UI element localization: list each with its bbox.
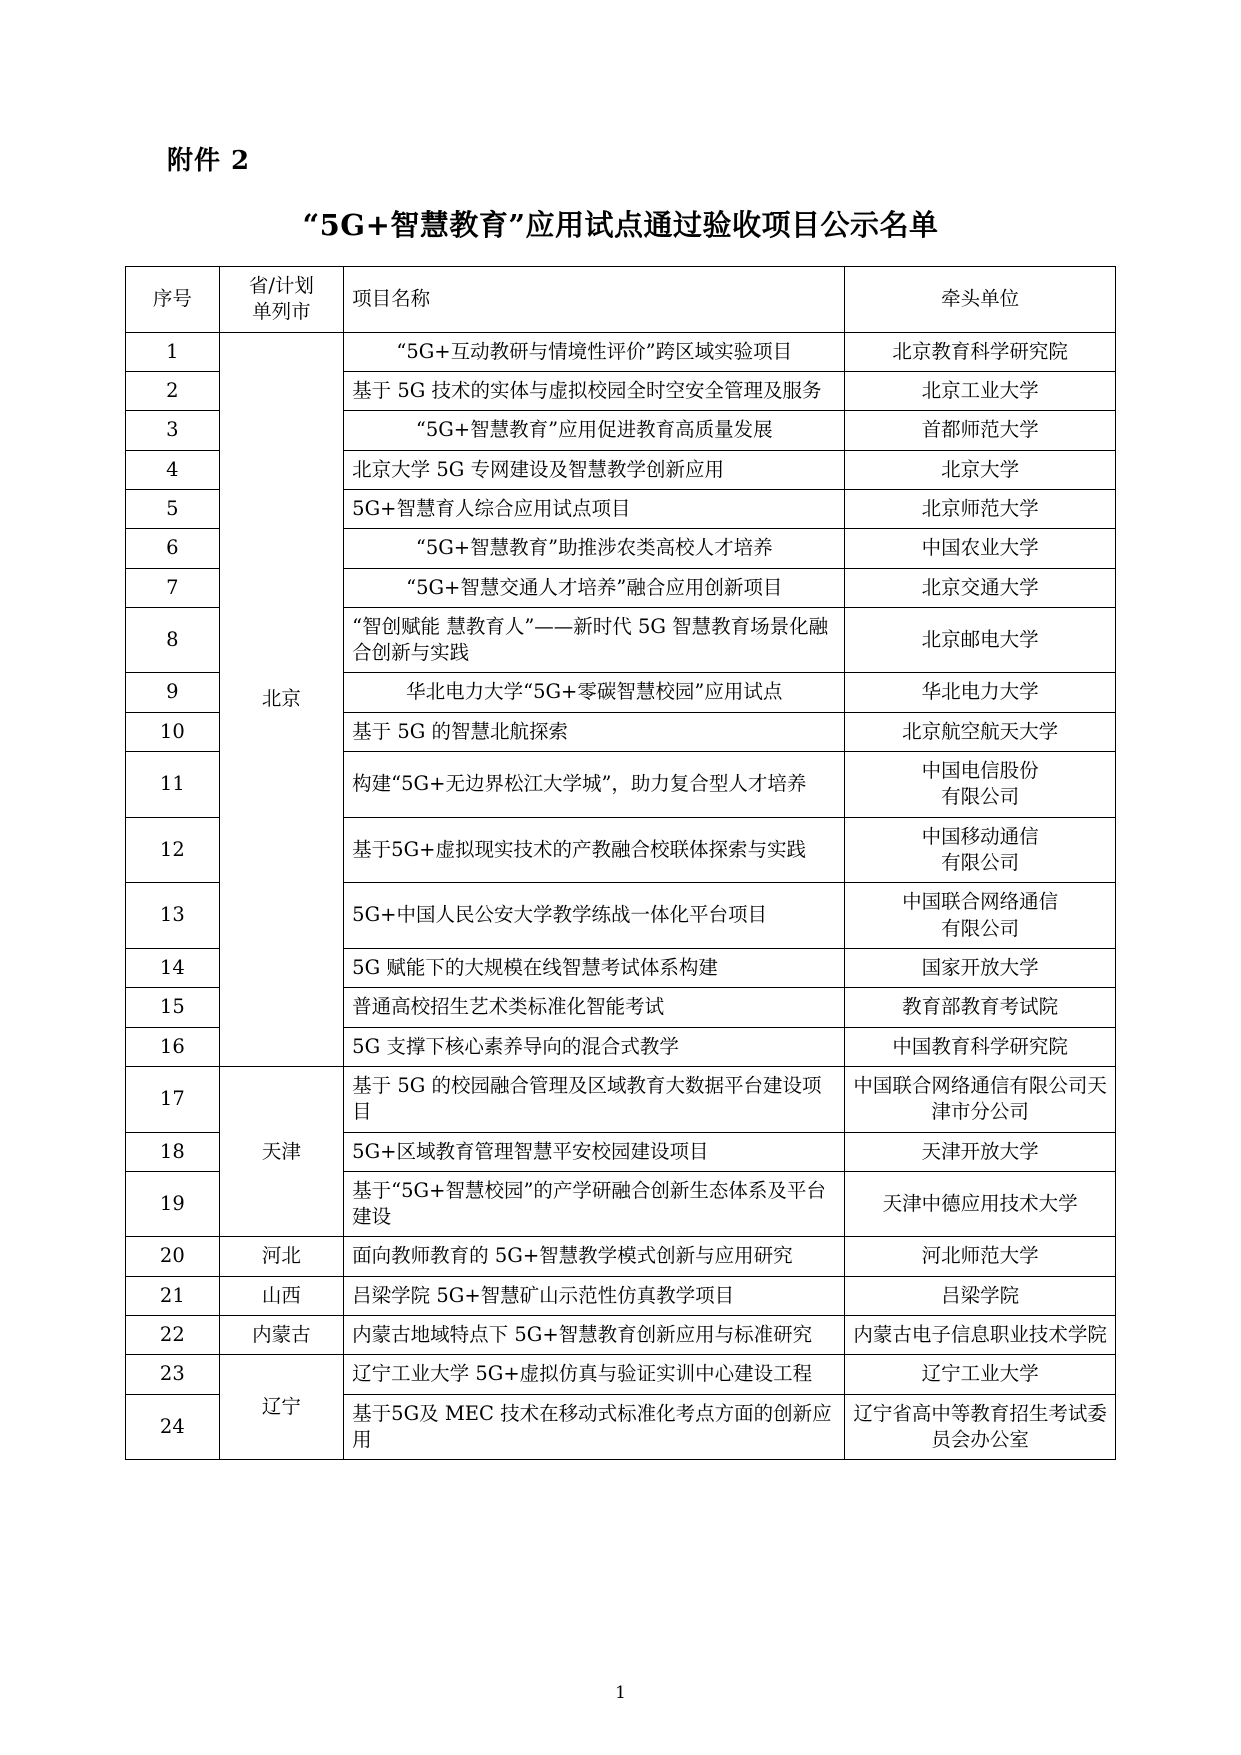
page-title: “5G+智慧教育”应用试点通过验收项目公示名单 [302,208,939,242]
column-header-project: 项目名称 [344,267,845,333]
cell-province: 北京 [219,332,344,1066]
cell-seq: 17 [126,1066,220,1132]
table-header [126,267,1116,333]
cell-project-name: 吕梁学院 5G+智慧矿山示范性仿真教学项目 [344,1276,845,1315]
table-row [126,332,1116,371]
cell-lead-unit: 辽宁省高中等教育招生考试委员会办公室 [845,1394,1116,1460]
cell-project-name: 基于 5G 技术的实体与虚拟校园全时空安全管理及服务 [344,371,845,410]
cell-seq: 7 [126,568,220,607]
column-header-unit: 牵头单位 [845,267,1116,333]
cell-lead-unit: 教育部教育考试院 [845,988,1116,1027]
cell-project-name: 基于5G+虚拟现实技术的产教融合校联体探索与实践 [344,817,845,883]
cell-province: 内蒙古 [219,1316,344,1355]
cell-seq: 19 [126,1171,220,1237]
table-row [126,1066,1116,1132]
cell-lead-unit: 吕梁学院 [845,1276,1116,1315]
column-header-province [219,267,344,333]
cell-seq: 1 [126,332,220,371]
cell-province: 辽宁 [219,1355,344,1460]
cell-lead-unit: 北京大学 [845,450,1116,489]
cell-project-name: “智创赋能 慧教育人”——新时代 5G 智慧教育场景化融合创新与实践 [344,607,845,673]
cell-project-name: 基于5G及 MEC 技术在移动式标准化考点方面的创新应用 [344,1394,845,1460]
table-row [126,1237,1116,1276]
cell-project-name: 内蒙古地域特点下 5G+智慧教育创新应用与标准研究 [344,1316,845,1355]
cell-seq: 15 [126,988,220,1027]
cell-province: 山西 [219,1276,344,1315]
cell-seq: 4 [126,450,220,489]
cell-project-name: “5G+智慧教育”助推涉农类高校人才培养 [344,529,845,568]
table-body [126,332,1116,1460]
cell-seq: 14 [126,948,220,987]
cell-project-name: 构建“5G+无边界松江大学城”，助力复合型人才培养 [344,752,845,818]
cell-project-name: 基于 5G 的校园融合管理及区域教育大数据平台建设项目 [344,1066,845,1132]
cell-project-name: 5G 支撑下核心素养导向的混合式教学 [344,1027,845,1066]
cell-project-name: 辽宁工业大学 5G+虚拟仿真与验证实训中心建设工程 [344,1355,845,1394]
cell-lead-unit: 北京教育科学研究院 [845,332,1116,371]
cell-lead-unit: 中国教育科学研究院 [845,1027,1116,1066]
cell-seq: 6 [126,529,220,568]
cell-seq: 8 [126,607,220,673]
cell-project-name: 北京大学 5G 专网建设及智慧教学创新应用 [344,450,845,489]
cell-lead-unit: 华北电力大学 [845,673,1116,712]
cell-seq: 24 [126,1394,220,1460]
cell-project-name: “5G+智慧教育”应用促进教育高质量发展 [344,411,845,450]
cell-lead-unit: 北京航空航天大学 [845,712,1116,751]
cell-seq: 23 [126,1355,220,1394]
cell-project-name: 普通高校招生艺术类标准化智能考试 [344,988,845,1027]
cell-seq: 18 [126,1132,220,1171]
cell-province: 河北 [219,1237,344,1276]
cell-seq: 13 [126,883,220,949]
cell-project-name: “5G+智慧交通人才培养”融合应用创新项目 [344,568,845,607]
cell-project-name: 华北电力大学“5G+零碳智慧校园”应用试点 [344,673,845,712]
cell-project-name: 5G+中国人民公安大学教学练战一体化平台项目 [344,883,845,949]
cell-seq: 3 [126,411,220,450]
cell-project-name: “5G+互动教研与情境性评价”跨区域实验项目 [344,332,845,371]
cell-lead-unit: 中国联合网络通信 有限公司 [845,883,1116,949]
cell-lead-unit: 中国农业大学 [845,529,1116,568]
cell-lead-unit: 北京工业大学 [845,371,1116,410]
cell-project-name: 面向教师教育的 5G+智慧教学模式创新与应用研究 [344,1237,845,1276]
cell-lead-unit: 北京邮电大学 [845,607,1116,673]
cell-lead-unit: 北京师范大学 [845,489,1116,528]
cell-lead-unit: 中国电信股份 有限公司 [845,752,1116,818]
cell-project-name: 5G+智慧育人综合应用试点项目 [344,489,845,528]
column-header-province-line1: 省/计划 [248,274,314,297]
cell-seq: 9 [126,673,220,712]
cell-seq: 10 [126,712,220,751]
cell-seq: 22 [126,1316,220,1355]
cell-seq: 11 [126,752,220,818]
table-row [126,1276,1116,1315]
cell-seq: 21 [126,1276,220,1315]
column-header-province-line2: 单列市 [252,300,311,324]
column-header-seq: 序号 [126,267,220,333]
table-row [126,1355,1116,1394]
page-number: 1 [615,1683,626,1703]
cell-seq: 2 [126,371,220,410]
cell-project-name: 基于 5G 的智慧北航探索 [344,712,845,751]
cell-lead-unit: 国家开放大学 [845,948,1116,987]
project-list-table [125,266,1116,1460]
cell-lead-unit: 中国联合网络通信有限公司天津市分公司 [845,1066,1116,1132]
cell-province: 天津 [219,1066,344,1237]
cell-lead-unit: 北京交通大学 [845,568,1116,607]
cell-project-name: 5G 赋能下的大规模在线智慧考试体系构建 [344,948,845,987]
cell-lead-unit: 天津中德应用技术大学 [845,1171,1116,1237]
cell-seq: 20 [126,1237,220,1276]
cell-lead-unit: 天津开放大学 [845,1132,1116,1171]
cell-seq: 16 [126,1027,220,1066]
cell-lead-unit: 辽宁工业大学 [845,1355,1116,1394]
cell-seq: 12 [126,817,220,883]
table-header-row [126,267,1116,333]
cell-lead-unit: 内蒙古电子信息职业技术学院 [845,1316,1116,1355]
cell-seq: 5 [126,489,220,528]
cell-lead-unit: 中国移动通信 有限公司 [845,817,1116,883]
cell-project-name: 基于“5G+智慧校园”的产学研融合创新生态体系及平台建设 [344,1171,845,1237]
cell-project-name: 5G+区域教育管理智慧平安校园建设项目 [344,1132,845,1171]
attachment-label: 附件 2 [167,146,251,176]
cell-lead-unit: 首都师范大学 [845,411,1116,450]
cell-lead-unit: 河北师范大学 [845,1237,1116,1276]
table-row [126,1316,1116,1355]
